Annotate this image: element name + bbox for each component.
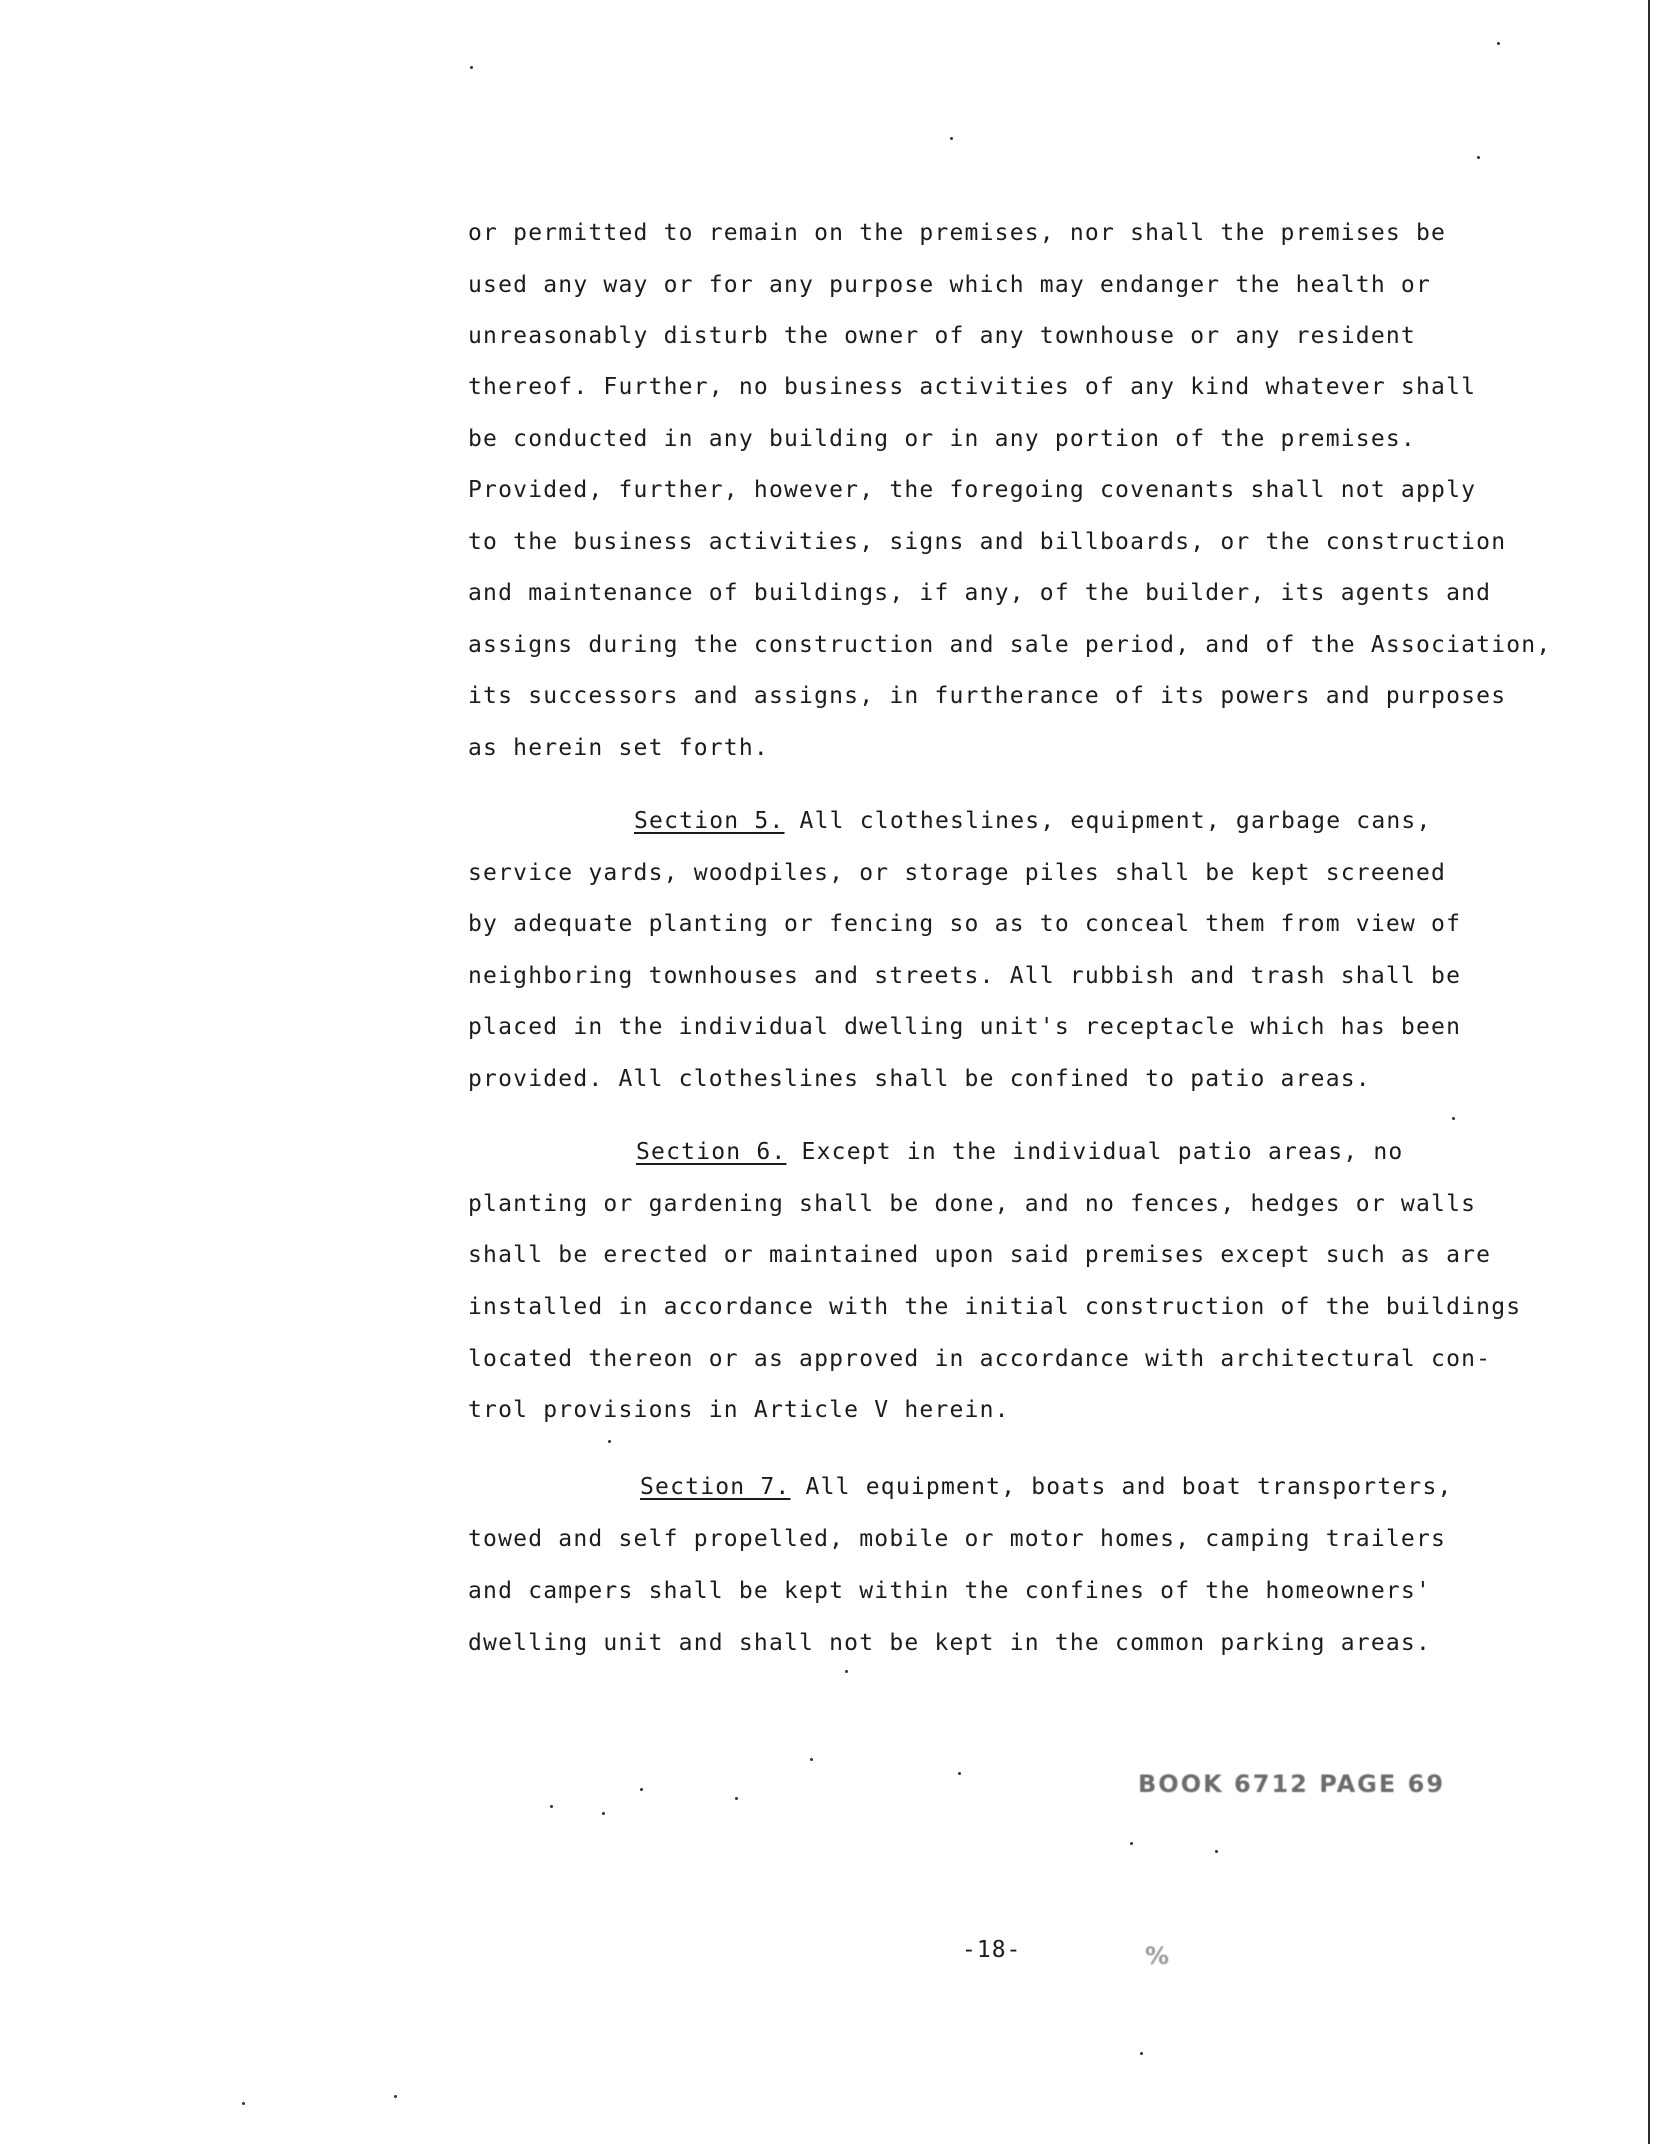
scan-speck <box>950 137 953 140</box>
scan-speck <box>608 1440 611 1443</box>
body-line: used any way or for any purpose which may endanger the health or <box>468 272 1432 298</box>
section-5-first-line <box>634 806 1432 836</box>
section-5-heading: Section 5. <box>634 808 785 834</box>
scan-speck <box>810 1758 813 1761</box>
scan-speck <box>735 1797 738 1800</box>
scan-speck <box>1140 2052 1143 2055</box>
section-6-first-line <box>636 1137 1403 1167</box>
body-line: trol provisions in Article V herein. <box>468 1397 1010 1423</box>
scan-speck <box>1452 1117 1455 1120</box>
scan-speck <box>602 1812 605 1815</box>
body-line: service yards, woodpiles, or storage piles shall be kept screened <box>468 860 1447 886</box>
page-number: -18- <box>962 1937 1022 1963</box>
body-line: by adequate planting or fencing so as to conceal them from view of <box>468 911 1462 937</box>
scan-speck <box>845 1670 848 1673</box>
body-line: towed and self propelled, mobile or motor homes, camping trailers <box>468 1526 1447 1552</box>
section-7-heading: Section 7. <box>640 1474 791 1500</box>
body-line: shall be erected or maintained upon said premises except such as are <box>468 1242 1492 1268</box>
body-line: or permitted to remain on the premises, nor shall the premises be <box>468 220 1447 246</box>
scan-speck <box>550 1805 553 1808</box>
body-line: placed in the individual dwelling unit's receptacle which has been <box>468 1014 1462 1040</box>
scan-speck <box>1130 1842 1133 1845</box>
scan-speck <box>394 2095 397 2098</box>
section-7-first-text: All equipment, boats and boat transporters, <box>805 1474 1453 1500</box>
body-line: unreasonably disturb the owner of any townhouse or any resident <box>468 323 1416 349</box>
section-7-first-line <box>640 1472 1453 1502</box>
body-line: located thereon or as approved in accordance with architectural con- <box>468 1346 1492 1372</box>
body-line: to the business activities, signs and billboards, or the construction <box>468 529 1507 555</box>
scan-speck <box>1215 1850 1218 1853</box>
body-line: assigns during the construction and sale period, and of the Association, <box>468 632 1552 658</box>
body-line: thereof. Further, no business activities of any kind whatever shall <box>468 374 1477 400</box>
stamp-mark: % <box>1145 1942 1170 1970</box>
scan-speck <box>242 2102 245 2105</box>
body-line: installed in accordance with the initial construction of the buildings <box>468 1294 1522 1320</box>
body-line: and campers shall be kept within the confines of the homeowners' <box>468 1578 1432 1604</box>
body-line: its successors and assigns, in furtherance of its powers and purposes <box>468 683 1507 709</box>
recording-stamp: BOOK 6712 PAGE 69 <box>1138 1770 1446 1798</box>
scan-speck <box>470 66 473 69</box>
body-line: as herein set forth. <box>468 735 769 761</box>
section-5-first-text: All clotheslines, equipment, garbage cans, <box>799 808 1432 834</box>
body-line: Provided, further, however, the foregoing covenants shall not apply <box>468 477 1477 503</box>
scan-speck <box>1477 156 1480 159</box>
scan-speck <box>1497 42 1500 45</box>
body-line: and maintenance of buildings, if any, of the builder, its agents and <box>468 580 1492 606</box>
body-line: neighboring townhouses and streets. All rubbish and trash shall be <box>468 963 1462 989</box>
body-line: be conducted in any building or in any portion of the premises. <box>468 426 1416 452</box>
body-line: dwelling unit and shall not be kept in the common parking areas. <box>468 1630 1432 1656</box>
section-6-first-text: Except in the individual patio areas, no <box>801 1139 1404 1165</box>
section-6-heading: Section 6. <box>636 1139 787 1165</box>
body-line: planting or gardening shall be done, and no fences, hedges or walls <box>468 1191 1477 1217</box>
scan-speck <box>958 1772 961 1775</box>
scan-speck <box>640 1788 643 1791</box>
scan-edge-line <box>1648 0 1650 2144</box>
body-line: provided. All clotheslines shall be confined to patio areas. <box>468 1066 1371 1092</box>
